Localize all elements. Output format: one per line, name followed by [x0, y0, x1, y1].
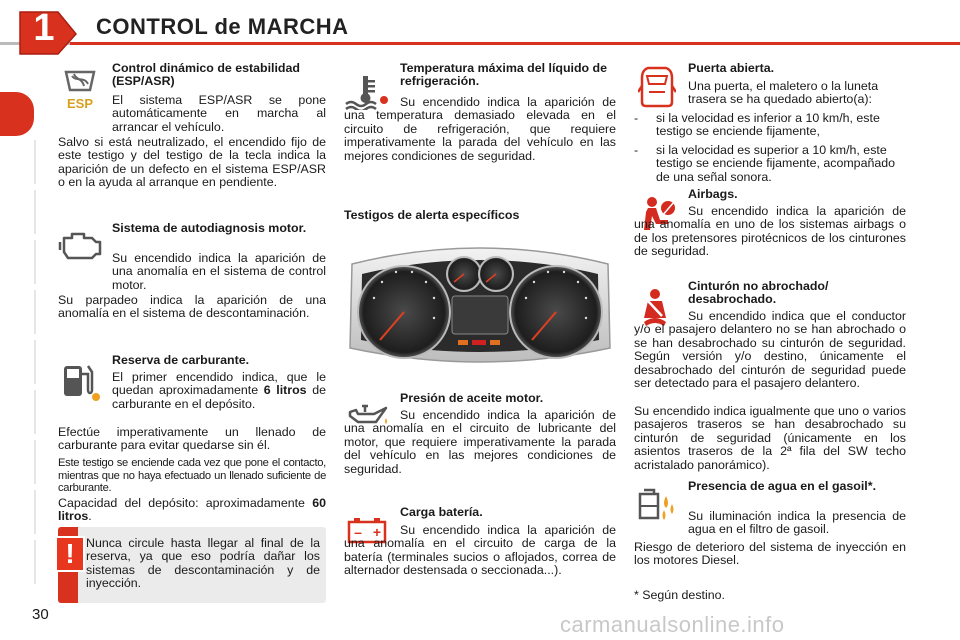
seatbelt-lead: Su encendido indica que el conductor y/o el pasajero delantero no se han abrochado o se han desabrochado su cinturón de seguridad. Según versión y/o destino, únicamente el desabrochado del cinturón de seguridad puede ser detectado para el pasajero delantero. [634, 309, 906, 391]
list-bullet: - [634, 111, 639, 125]
coolant-title: Temperatura máxima del líquido de refrigeración. [400, 61, 608, 89]
selfdiag-body: Su parpadeo indica la aparición de una anomalía en el sistema de descontaminación. [58, 293, 326, 321]
oil-title: Presión de aceite motor. [400, 391, 544, 405]
fuel-capacity [58, 497, 326, 524]
fuel-capacity-amount: 60 litros [58, 496, 326, 524]
page-title: CONTROL de MARCHA [96, 14, 349, 39]
selfdiag-title: Sistema de autodiagnosis motor. [112, 221, 307, 235]
door-item-text: si la velocidad es inferior a 10 km/h, este testigo se enciende fijamente, [656, 111, 880, 139]
side-tab-active[interactable] [0, 92, 34, 136]
fuel-capacity-end: . [88, 509, 92, 524]
side-tab[interactable] [0, 490, 36, 534]
door-lead: Una puerta, el maletero o la luneta trasera se ha quedado abierto(a): [688, 79, 879, 107]
watermark: carmanualsonline.info [560, 612, 785, 637]
fuel-pump-icon [58, 360, 104, 404]
door-item-text: si la velocidad es superior a 10 km/h, este testigo se enciende fijamente, acompañado de una señal sonora. [656, 143, 896, 184]
door-title: Puerta abierta. [688, 61, 775, 75]
selfdiag-lead: Su encendido indica la aparición de una anomalía en el sistema de control motor. [112, 251, 326, 292]
battery-minus-sign: – [354, 524, 362, 540]
side-tab[interactable] [0, 390, 36, 434]
water-body: Riesgo de deterioro del sistema de inyección en los motores Diesel. [634, 540, 906, 568]
battery-lead: Su encendido indica la aparición de una anomalía en el circuito de carga de la batería (terminales sucios o aflojados, correa de alternador destensada o seccionada...). [344, 523, 616, 578]
list-bullet: - [634, 143, 639, 157]
side-tab[interactable] [0, 240, 36, 284]
fuel-reserve-amount: 6 litros [263, 383, 307, 398]
fuel-lead [112, 371, 326, 411]
water-in-diesel-icon [636, 486, 678, 522]
exclamation-warning-icon: ! [55, 536, 85, 572]
airbags-title: Airbags. [688, 187, 738, 201]
page-number: 30 [32, 606, 49, 623]
chapter-number: 1 [33, 7, 55, 49]
side-tab[interactable] [0, 540, 36, 584]
water-lead: Su iluminación indica la presencia de agua en el filtro de gasoil. [688, 509, 906, 537]
door-list [634, 112, 906, 186]
door-list-item [634, 112, 906, 140]
side-tab[interactable] [0, 340, 36, 384]
door-list-item [634, 144, 906, 186]
coolant-lead: Su encendido indica la aparición de una temperatura demasiado elevada en el circuito de refrigeración, que requiere imperativamente la parada del vehículo en las mejores condiciones de seguridad. [344, 95, 616, 163]
fuel-body-1: Efectúe imperativamente un llenado de carburante para evitar quedarse sin él. [58, 425, 326, 453]
esp-title: Control dinámico de estabilidad (ESP/ASR) [112, 61, 300, 89]
door-open-icon [638, 66, 676, 108]
seatbelt-body: Su encendido indica igualmente que uno o varios pasajeros traseros se han desabrochado su cinturón de seguridad (únicamente en los asientos traseros de la 2ª fila del SW techo acristalado panorámico). [634, 404, 906, 472]
fuel-body-2: Este testigo se enciende cada vez que pone el contacto, mientras que no haya efectuado un llenado suficiente de carburante. [58, 457, 326, 495]
esp-icon-label: ESP [66, 96, 94, 110]
fuel-lead-text-end: de carburante en el depósito. [112, 383, 326, 411]
fuel-capacity-text: Capacidad del depósito: aproximadamente [58, 496, 313, 510]
fuel-lead-text: El primer encendido indica, que le quedan aproximadamente [112, 370, 326, 398]
esp-lead: El sistema ESP/ASR se pone automáticamente en marcha al arrancar el vehículo. [112, 93, 326, 134]
esp-body: Salvo si está neutralizado, el encendido fijo de este testigo y del testigo de la tecla indica la aparición de un defecto en el sistema ESP/ASR o en la ayuda al arranque en pendiente. [58, 135, 326, 190]
battery-title: Carga batería. [400, 505, 483, 519]
instrument-cluster-icon [344, 236, 616, 372]
engine-check-icon [58, 228, 104, 264]
fuel-title: Reserva de carburante. [112, 353, 250, 367]
side-tab[interactable] [0, 290, 36, 334]
footnote: * Según destino. [634, 588, 725, 602]
battery-plus-sign: + [372, 524, 382, 540]
side-tab[interactable] [0, 190, 36, 234]
esp-warning-icon [62, 66, 98, 110]
airbags-lead: Su encendido indica la aparición de una anomalía en uno de los sistemas airbags o de los pretensores pirotécnicos de los cinturones de seguridad. [634, 204, 906, 259]
water-title: Presencia de agua en el gasoil*. [688, 479, 877, 493]
section-heading: Testigos de alerta específicos [344, 208, 520, 222]
oil-lead: Su encendido indica la aparición de una anomalía en el circuito de lubricante del motor, que requiere imperativamente la parada del vehículo en las mejores condiciones de seguridad. [344, 408, 616, 476]
side-tab[interactable] [0, 140, 36, 184]
side-tab[interactable] [0, 440, 36, 484]
seatbelt-title: Cinturón no abrochado/ desabrochado. [688, 279, 829, 307]
warning-text: Nunca circule hasta llegar al final de la reserva, ya que eso podría dañar los sistemas de descontaminación y de inyección. [86, 536, 320, 591]
